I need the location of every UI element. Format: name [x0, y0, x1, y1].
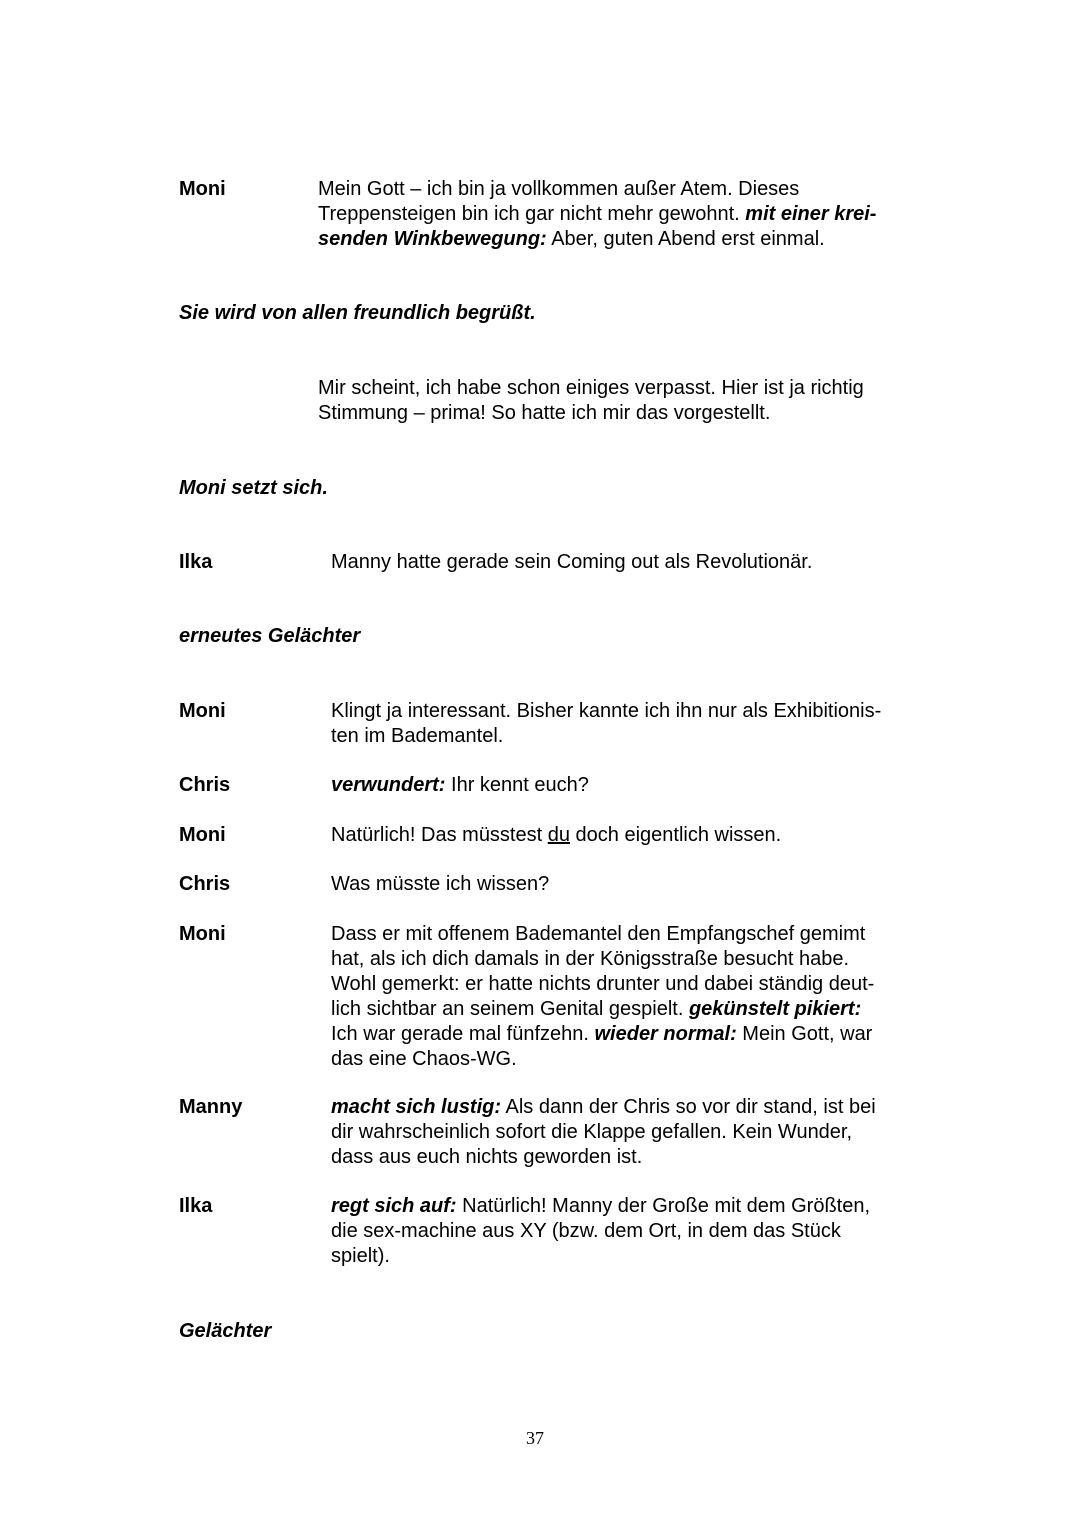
stage-direction-inline: gekünstelt pikiert:: [688, 998, 862, 1020]
page-number: 37: [526, 1428, 544, 1448]
dialogue-line: [318, 227, 876, 252]
dialogue-line: Manny hatte gerade sein Coming out als Revolutionär.: [331, 551, 813, 573]
dialogue-line: das eine Chaos-WG.: [331, 1048, 517, 1070]
speaker-name: Moni: [179, 700, 226, 722]
dialogue-block: [331, 699, 881, 749]
dialogue-line: Was müsste ich wissen?: [331, 873, 550, 895]
dialogue-line: ten im Bademantel.: [331, 725, 504, 747]
dialogue-text: Ich war gerade mal fünfzehn.: [331, 1023, 595, 1045]
dialogue-line: Dass er mit offenem Bademantel den Empfangschef gemimt: [331, 923, 866, 945]
dialogue-line: Stimmung – prima! So hatte ich mir das vorgestellt.: [318, 402, 771, 424]
dialogue-text: Mein Gott, war: [736, 1023, 873, 1045]
stage-direction: Moni setzt sich.: [179, 477, 328, 499]
dialogue-text: Natürlich! Das müsstest: [331, 824, 548, 846]
dialogue-text: doch eigentlich wissen.: [569, 824, 782, 846]
dialogue-line: [331, 773, 589, 798]
stage-direction-inline: senden Winkbewegung:: [318, 228, 547, 250]
dialogue-line: hat, als ich dich damals in der Königsstraße besucht habe.: [331, 948, 850, 970]
dialogue-line: dir wahrscheinlich sofort die Klappe gefallen. Kein Wunder,: [331, 1121, 853, 1143]
dialogue-text: lich sichtbar an seinem Genital gespielt.: [331, 998, 689, 1020]
dialogue-line: [331, 823, 781, 848]
dialogue-text: Ihr kennt euch?: [445, 774, 589, 796]
dialogue-line: Mein Gott – ich bin ja vollkommen außer Atem. Dieses: [318, 178, 800, 200]
speaker-name: Ilka: [179, 551, 213, 573]
dialogue-block: [331, 1194, 870, 1269]
stage-direction-inline: regt sich auf:: [331, 1195, 457, 1217]
stage-direction-inline: wieder normal:: [594, 1023, 737, 1045]
speaker-name: Moni: [179, 824, 226, 846]
dialogue-line: Mir scheint, ich habe schon einiges verpasst. Hier ist ja richtig: [318, 377, 864, 399]
dialogue-line: Klingt ja interessant. Bisher kannte ich ihn nur als Exhibitionis-: [331, 700, 882, 722]
stage-direction-inline: mit einer krei-: [745, 203, 877, 225]
stage-direction: erneutes Gelächter: [179, 625, 361, 647]
stage-direction: Gelächter: [179, 1320, 272, 1342]
dialogue-text: Natürlich! Manny der Große mit dem Größten,: [456, 1195, 871, 1217]
dialogue-line: [331, 1022, 874, 1047]
speaker-name: Moni: [179, 923, 226, 945]
dialogue-line: [331, 1194, 870, 1219]
dialogue-block: [318, 177, 876, 252]
speaker-name: Moni: [179, 178, 226, 200]
stage-direction-inline: verwundert:: [331, 774, 446, 796]
dialogue-line: spielt).: [331, 1245, 390, 1267]
speaker-name: Manny: [179, 1096, 243, 1118]
dialogue-line: [318, 202, 876, 227]
stage-direction: Sie wird von allen freundlich begrüßt.: [179, 302, 536, 324]
speaker-name: Chris: [179, 774, 231, 796]
dialogue-line: dass aus euch nichts geworden ist.: [331, 1146, 643, 1168]
dialogue-block: [331, 922, 874, 1072]
dialogue-line: Wohl gemerkt: er hatte nichts drunter und dabei ständig deut-: [331, 973, 875, 995]
dialogue-line: [331, 1095, 876, 1120]
stage-direction-inline: macht sich lustig:: [331, 1096, 502, 1118]
underlined-word: du: [547, 824, 570, 846]
dialogue-block: [318, 376, 864, 426]
dialogue-text: Aber, guten Abend erst einmal.: [546, 228, 825, 250]
speaker-name: Chris: [179, 873, 231, 895]
dialogue-block: [331, 1095, 876, 1170]
dialogue-text: Treppensteigen bin ich gar nicht mehr gewohnt.: [318, 203, 746, 225]
dialogue-line: [331, 997, 874, 1022]
speaker-name: Ilka: [179, 1195, 213, 1217]
dialogue-line: die sex-machine aus XY (bzw. dem Ort, in dem das Stück: [331, 1220, 841, 1242]
dialogue-text: Als dann der Chris so vor dir stand, ist bei: [501, 1096, 876, 1118]
